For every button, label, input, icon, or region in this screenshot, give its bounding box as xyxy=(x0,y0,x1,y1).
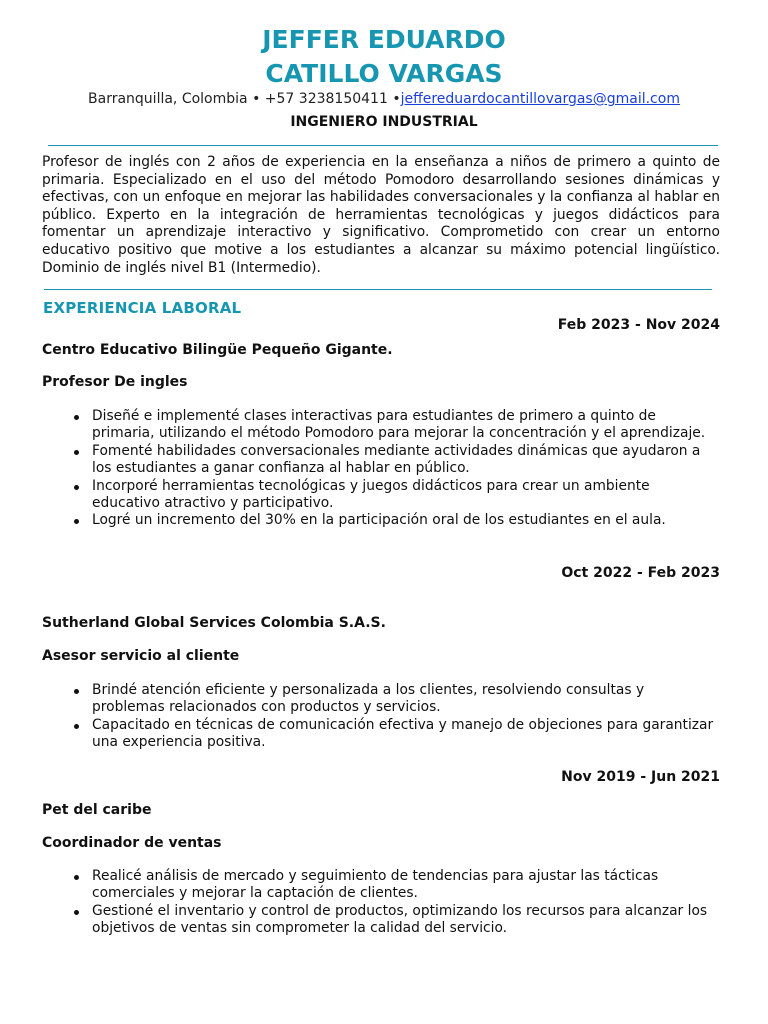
email-link[interactable]: jeffereduardocantillovargas@gmail.com xyxy=(400,91,680,107)
contact-line xyxy=(0,91,768,107)
job-role: Coordinador de ventas xyxy=(42,835,222,851)
bullet-separator: • xyxy=(252,91,265,107)
job-bullets xyxy=(68,868,718,938)
job-role: Asesor servicio al cliente xyxy=(42,648,240,664)
divider-line xyxy=(48,145,718,146)
list-item: Brindé atención eficiente y personalizada a los clientes, resolviendo consultas y problemas relacionados con productos y servicios. xyxy=(68,682,718,717)
job-role: Profesor De ingles xyxy=(42,374,188,390)
profile-summary: Profesor de inglés con 2 años de experiencia en la enseñanza a niños de primero a quinto de primaria. Especializado en el uso del método Pomodoro desarrollando sesiones dinámicas y efectivas, con un enfoque en mejorar las habilidades conversacionales y la confianza al hablar en público. Experto en la integración de herramientas tecnológicas y juegos didácticos para fomentar un aprendizaje interactivo y significativo. Comprometido con crear un entorno educativo positivo que motive a los estudiantes a alcanzar su máximo potencial lingüístico. Dominio de inglés nivel B1 (Intermedio). xyxy=(42,154,720,276)
list-item: Capacitado en técnicas de comunicación efectiva y manejo de objeciones para garantizar una experiencia positiva. xyxy=(68,717,718,752)
job-dates: Oct 2022 - Feb 2023 xyxy=(561,565,720,581)
job-company: Sutherland Global Services Colombia S.A.S. xyxy=(42,615,386,631)
job-company: Pet del caribe xyxy=(42,802,152,818)
section-title-experience: EXPERIENCIA LABORAL xyxy=(43,299,242,317)
list-item: Gestioné el inventario y control de productos, optimizando los recursos para alcanzar los objetivos de ventas sin comprometer la calidad del servicio. xyxy=(68,903,718,938)
list-item: Fomenté habilidades conversacionales mediante actividades dinámicas que ayudaron a los estudiantes a ganar confianza al hablar en público. xyxy=(68,443,718,478)
list-item: Diseñé e implementé clases interactivas para estudiantes de primero a quinto de primaria, utilizando el método Pomodoro para mejorar la concentración y el aprendizaje. xyxy=(68,408,718,443)
phone-text: +57 3238150411 xyxy=(264,91,388,107)
job-company: Centro Educativo Bilingüe Pequeño Gigante. xyxy=(42,342,393,358)
job-dates: Nov 2019 - Jun 2021 xyxy=(561,769,720,785)
list-item: Logré un incremento del 30% en la participación oral de los estudiantes en el aula. xyxy=(68,512,718,529)
job-bullets xyxy=(68,682,718,752)
professional-title: INGENIERO INDUSTRIAL xyxy=(290,114,478,130)
job-bullets xyxy=(68,408,718,530)
location-text: Barranquilla, Colombia xyxy=(88,91,248,107)
name-line-2: CATILLO VARGAS xyxy=(265,59,503,88)
list-item: Realicé análisis de mercado y seguimiento de tendencias para ajustar las tácticas comerciales y mejorar la captación de clientes. xyxy=(68,868,718,903)
job-dates: Feb 2023 - Nov 2024 xyxy=(557,317,720,333)
divider-line xyxy=(44,289,712,290)
list-item: Incorporé herramientas tecnológicas y juegos didácticos para crear un ambiente educativo atractivo y participativo. xyxy=(68,478,718,513)
bullet-separator: • xyxy=(392,91,401,107)
name-line-1: JEFFER EDUARDO xyxy=(262,25,506,54)
